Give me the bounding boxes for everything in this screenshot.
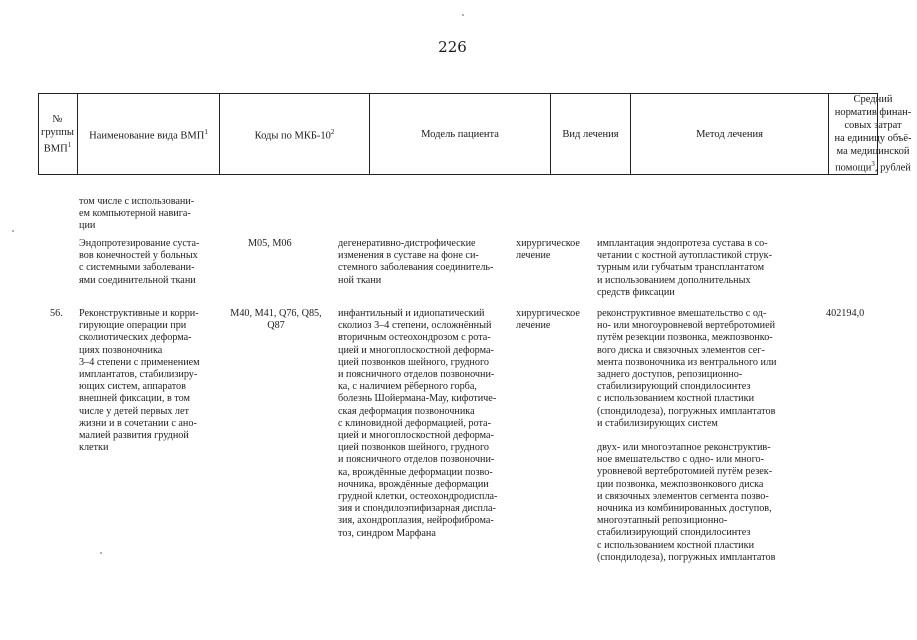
header-cost: Средний норматив финан- совых затрат на единицу объё- ма медицинской помощи$^3$, рублей xyxy=(834,94,912,174)
row1-name: Эндопротезирование суста- вов конечностей у больных с системными заболевани- ями соединительной ткани xyxy=(79,238,200,286)
row1-model: дегенеративно-дистрофические изменения в суставе на фоне си- стемного заболевания соединитель- ной ткани xyxy=(338,238,494,286)
scan-speck xyxy=(462,14,464,16)
row1-method: имплантация эндопротеза сустава в со- четании с костной аутопластикой струк- турным или губчатым трансплантатом и использованием дополнительных средств фиксации xyxy=(597,238,773,298)
row2-model: инфантильный и идиопатический сколиоз 3–4 степени, осложнённый вторичным остеохондрозом с рота- цией и многоплоскостной деформа- цией позвонков шейного, грудного и поясничного отделов позвоночни- ка, с наличием рёберного горба, болезнь Шойермана-Мау, кифотиче- ская деформация позвоночника с клиновидной деформацией, рота- цией и многоплоскостной деформа- цией позвонков шейного, грудного и поясничного отделов позвоночни- ка, врождённые деформации позво- ночника, врождённые деформации грудной клетки, остеохондродиспла- зия и спондилоэпифизарная диспла- зия, ахондроплазия, нейрофиброма- тоз, синдром Марфана xyxy=(338,308,498,539)
header-frame xyxy=(38,93,878,175)
header-group: № группы ВМП$^1$ xyxy=(38,93,78,175)
header-codes: Коды по МКБ-$10^2$ xyxy=(220,93,370,175)
header-treatment: Вид лечения xyxy=(551,93,631,175)
continued-name: том числе с использовани- ем компьютерной навига- ции xyxy=(79,196,195,232)
row1-codes: M05, M06 xyxy=(248,238,292,249)
row2-name: Реконструктивные и корри- гирующие операции при сколиотических деформа- циях позвоночника 3–4 степени с применением имплантатов, стабилизиру- ющих систем, аппаратов внешней фиксации, в том числе у детей первых лет жизни и в сочетании с ано- малией развития грудной клетки xyxy=(79,308,200,454)
row1-treatment: хирургическое лечение xyxy=(516,238,580,262)
row2-codes: M40, M41, Q76, Q85, Q87 xyxy=(230,308,322,332)
header-method: Метод лечения xyxy=(631,93,829,175)
header-model: Модель пациента xyxy=(370,93,551,175)
row2-cost: 402194,0 xyxy=(826,308,865,319)
scan-speck xyxy=(100,552,102,554)
row2-group-number: 56. xyxy=(50,308,63,319)
header-name: Наименование вида ВМП$^1$ xyxy=(78,93,220,175)
scan-speck xyxy=(12,230,14,232)
page-number: 226 xyxy=(438,38,467,56)
row2-treatment: хирургическое лечение xyxy=(516,308,580,332)
row2-method-2: двух- или многоэтапное реконструктив- ное вмешательство с одно- или много- уровневой вертебротомией путём резек- ции позвонка, межпозвонкового диска и связочных элементов сегмента позво- ночника из комбинированных доступов, многоэтапный репозиционно- стабилизирующий спондилосинтез с использованием костной пластики (спондилодеза), погружных имплантатов xyxy=(597,442,776,563)
row2-method-1: реконструктивное вмешательство с од- но- или многоуровневой вертебротомией путём резекции позвонка, межпозвонко- вого диска и связочных элементов сег- мента позвоночника из вентрального или заднего доступов, репозиционно- стабилизирующий спондилосинтез с использованием костной пластики (спондилодеза), погружных имплантатов и стабилизирующих систем xyxy=(597,308,777,429)
